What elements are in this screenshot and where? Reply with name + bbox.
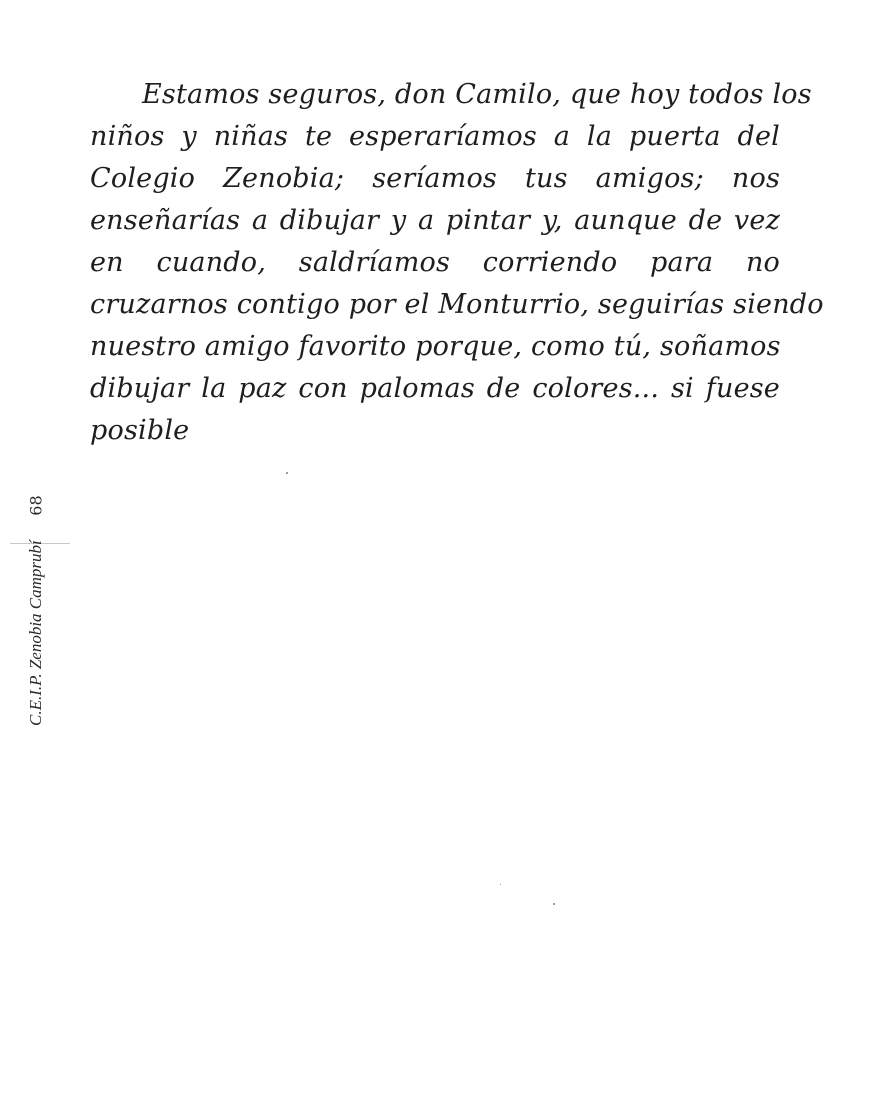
handwritten-line: niños y niñas te esperaríamos a la puerta del — [90, 121, 780, 152]
scan-speck — [500, 884, 501, 885]
handwritten-line: dibujar la paz con palomas de colores... si fuese — [90, 373, 780, 404]
handwritten-paragraph — [90, 74, 824, 452]
handwritten-line: en cuando, saldríamos corriendo para no — [90, 247, 780, 278]
scan-speck — [286, 472, 288, 474]
handwritten-line: cruzarnos contigo por el Monturrio, seguirías siendo — [90, 289, 824, 320]
margin-caption — [16, 490, 56, 770]
handwritten-line: Estamos seguros, don Camilo, que hoy todos los — [142, 79, 812, 110]
scan-speck — [553, 903, 555, 905]
handwritten-line: enseñarías a dibujar y a pintar y, aunque de vez — [90, 205, 780, 236]
school-label: C.E.I.P. Zenobia Camprubí — [26, 540, 45, 726]
handwritten-line: nuestro amigo favorito porque, como tú, soñamos — [90, 331, 781, 362]
page-number: 68 — [26, 494, 46, 516]
handwritten-line: posible — [90, 415, 190, 446]
handwritten-line: Colegio Zenobia; seríamos tus amigos; nos — [90, 163, 780, 194]
